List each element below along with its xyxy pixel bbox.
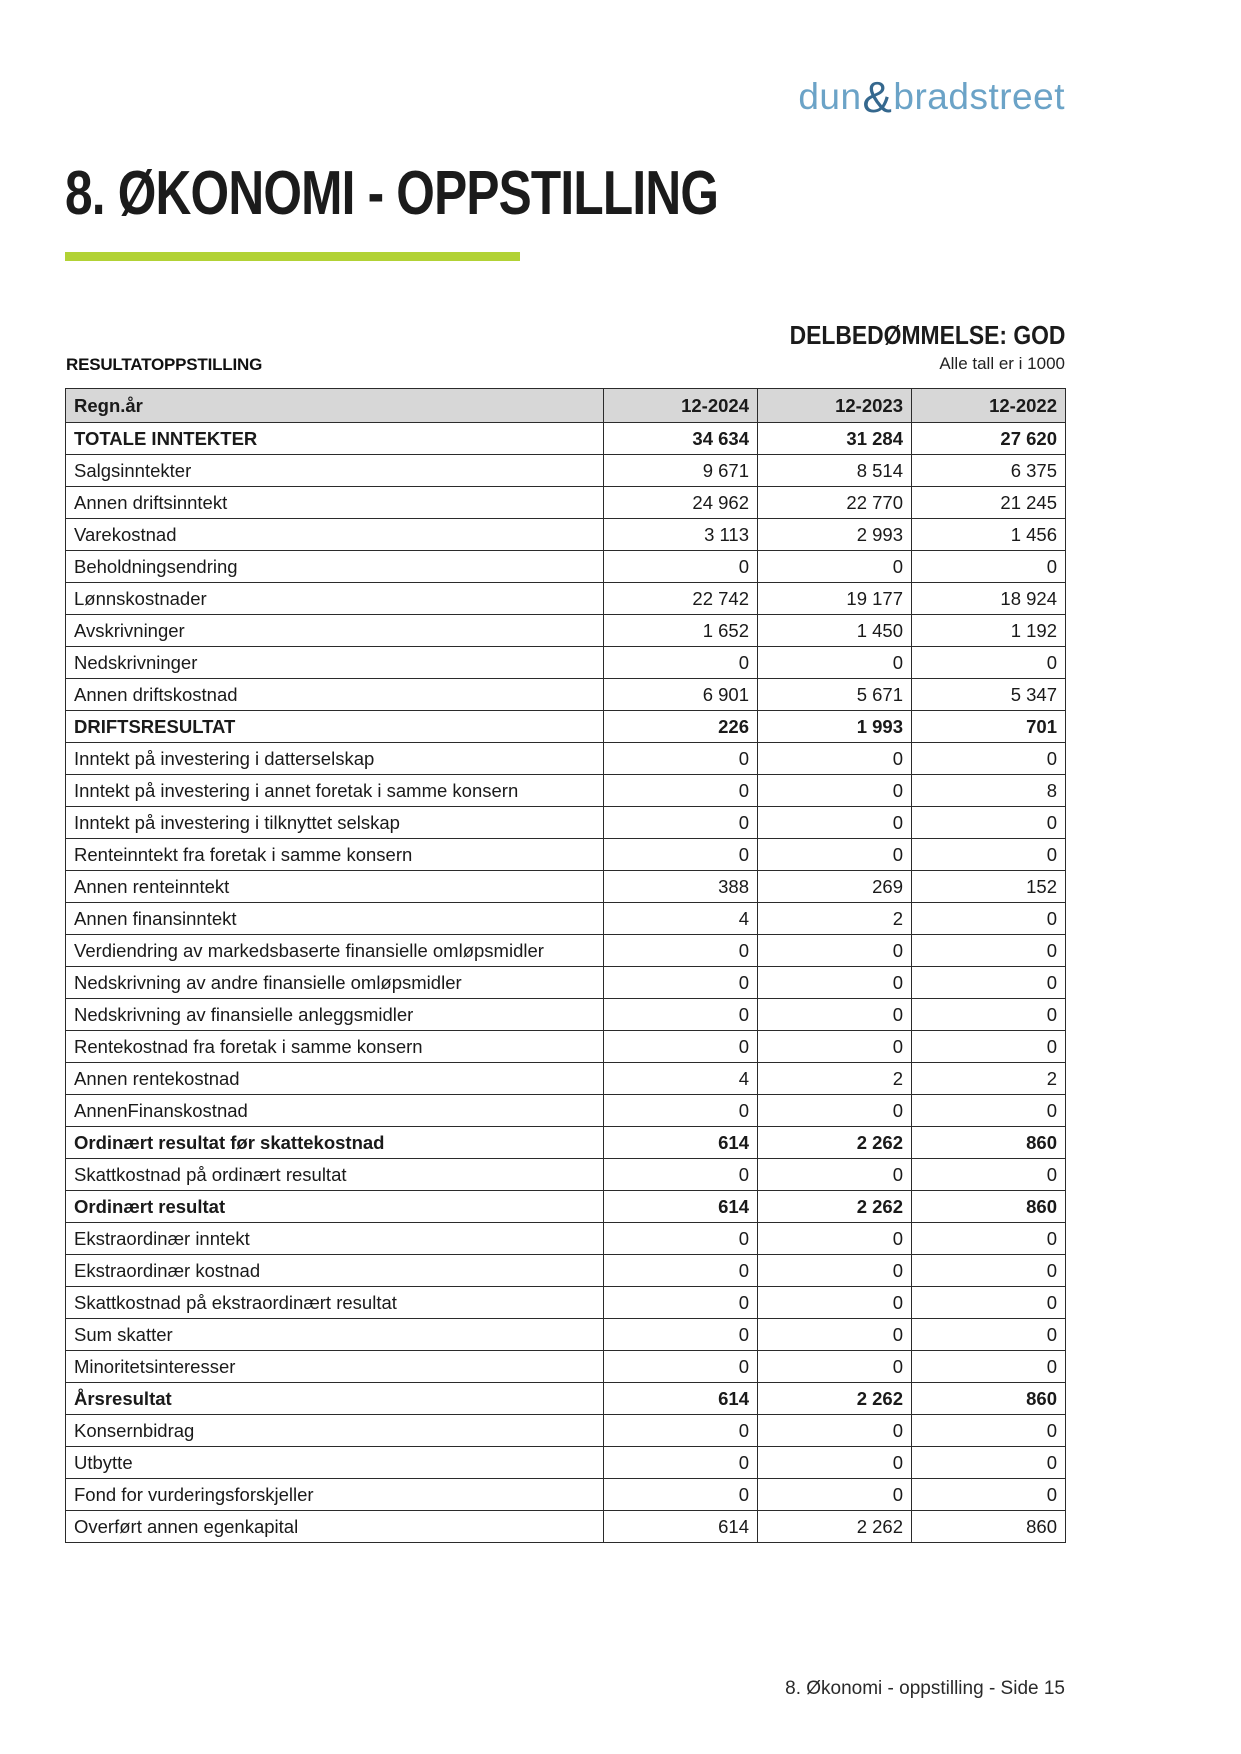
row-value: 0 bbox=[758, 1095, 912, 1127]
row-value: 0 bbox=[758, 1319, 912, 1351]
row-value: 0 bbox=[912, 1447, 1066, 1479]
row-value: 0 bbox=[758, 967, 912, 999]
row-value: 0 bbox=[912, 1351, 1066, 1383]
row-label: AnnenFinanskostnad bbox=[66, 1095, 604, 1127]
table-row bbox=[66, 999, 1066, 1031]
row-label: Ekstraordinær kostnad bbox=[66, 1255, 604, 1287]
row-value: 0 bbox=[758, 1223, 912, 1255]
results-table bbox=[65, 388, 1066, 1543]
row-label: Inntekt på investering i annet foretak i samme konsern bbox=[66, 775, 604, 807]
row-label: Utbytte bbox=[66, 1447, 604, 1479]
row-label: Sum skatter bbox=[66, 1319, 604, 1351]
row-label: Annen rentekostnad bbox=[66, 1063, 604, 1095]
row-value: 0 bbox=[758, 1351, 912, 1383]
row-label: Lønnskostnader bbox=[66, 583, 604, 615]
row-label: Overført annen egenkapital bbox=[66, 1511, 604, 1543]
row-value: 0 bbox=[604, 1031, 758, 1063]
row-value: 2 bbox=[758, 903, 912, 935]
logo-ampersand-icon: & bbox=[862, 73, 893, 122]
row-value: 0 bbox=[604, 1255, 758, 1287]
row-value: 226 bbox=[604, 711, 758, 743]
table-row bbox=[66, 935, 1066, 967]
results-table-body bbox=[66, 423, 1066, 1543]
row-value: 1 652 bbox=[604, 615, 758, 647]
row-label: Salgsinntekter bbox=[66, 455, 604, 487]
row-value: 2 262 bbox=[758, 1383, 912, 1415]
row-value: 8 bbox=[912, 775, 1066, 807]
row-value: 0 bbox=[604, 1287, 758, 1319]
table-row bbox=[66, 615, 1066, 647]
table-row bbox=[66, 1447, 1066, 1479]
table-row bbox=[66, 1383, 1066, 1415]
row-value: 4 bbox=[604, 1063, 758, 1095]
row-value: 2 993 bbox=[758, 519, 912, 551]
row-value: 0 bbox=[912, 903, 1066, 935]
row-label: DRIFTSRESULTAT bbox=[66, 711, 604, 743]
row-label: Årsresultat bbox=[66, 1383, 604, 1415]
row-value: 2 bbox=[758, 1063, 912, 1095]
row-label: Konsernbidrag bbox=[66, 1415, 604, 1447]
row-value: 388 bbox=[604, 871, 758, 903]
section-title: RESULTATOPPSTILLING bbox=[66, 355, 263, 374]
row-value: 0 bbox=[912, 1319, 1066, 1351]
table-row bbox=[66, 903, 1066, 935]
row-value: 2 bbox=[912, 1063, 1066, 1095]
table-row bbox=[66, 1511, 1066, 1543]
row-value: 614 bbox=[604, 1511, 758, 1543]
row-value: 0 bbox=[604, 935, 758, 967]
dun-bradstreet-logo bbox=[798, 70, 1065, 120]
table-row bbox=[66, 679, 1066, 711]
row-value: 860 bbox=[912, 1383, 1066, 1415]
row-value: 0 bbox=[604, 999, 758, 1031]
row-value: 0 bbox=[758, 1031, 912, 1063]
row-value: 0 bbox=[912, 1479, 1066, 1511]
row-label: Annen finansinntekt bbox=[66, 903, 604, 935]
table-row bbox=[66, 711, 1066, 743]
row-value: 0 bbox=[758, 1159, 912, 1191]
table-row bbox=[66, 1127, 1066, 1159]
header-year-2023: 12-2023 bbox=[758, 389, 912, 423]
row-label: Skattkostnad på ordinært resultat bbox=[66, 1159, 604, 1191]
row-value: 2 262 bbox=[758, 1191, 912, 1223]
page-footer: 8. Økonomi - oppstilling - Side 15 bbox=[785, 1678, 1065, 1699]
row-value: 0 bbox=[604, 839, 758, 871]
row-value: 0 bbox=[604, 1447, 758, 1479]
row-value: 0 bbox=[758, 743, 912, 775]
row-value: 614 bbox=[604, 1191, 758, 1223]
table-header-row bbox=[66, 389, 1066, 423]
row-value: 0 bbox=[604, 1223, 758, 1255]
row-value: 0 bbox=[912, 1255, 1066, 1287]
row-value: 0 bbox=[758, 807, 912, 839]
row-value: 0 bbox=[758, 1479, 912, 1511]
row-label: Annen renteinntekt bbox=[66, 871, 604, 903]
table-row bbox=[66, 423, 1066, 455]
row-value: 2 262 bbox=[758, 1511, 912, 1543]
table-row bbox=[66, 647, 1066, 679]
table-row bbox=[66, 1415, 1066, 1447]
row-value: 0 bbox=[758, 1415, 912, 1447]
title-accent-rule bbox=[65, 252, 520, 261]
units-note: Alle tall er i 1000 bbox=[939, 354, 1065, 373]
row-value: 0 bbox=[912, 1223, 1066, 1255]
row-value: 0 bbox=[604, 647, 758, 679]
row-value: 34 634 bbox=[604, 423, 758, 455]
row-label: Fond for vurderingsforskjeller bbox=[66, 1479, 604, 1511]
row-value: 614 bbox=[604, 1127, 758, 1159]
table-row bbox=[66, 1191, 1066, 1223]
table-row bbox=[66, 487, 1066, 519]
row-value: 0 bbox=[758, 647, 912, 679]
table-row bbox=[66, 1063, 1066, 1095]
table-row bbox=[66, 455, 1066, 487]
row-value: 21 245 bbox=[912, 487, 1066, 519]
row-value: 0 bbox=[912, 1159, 1066, 1191]
row-label: Verdiendring av markedsbaserte finansielle omløpsmidler bbox=[66, 935, 604, 967]
row-value: 18 924 bbox=[912, 583, 1066, 615]
row-value: 0 bbox=[604, 807, 758, 839]
row-value: 4 bbox=[604, 903, 758, 935]
row-value: 701 bbox=[912, 711, 1066, 743]
row-value: 0 bbox=[604, 967, 758, 999]
row-label: Avskrivninger bbox=[66, 615, 604, 647]
page-title: 8. ØKONOMI - OPPSTILLING bbox=[65, 159, 719, 228]
row-label: Ekstraordinær inntekt bbox=[66, 1223, 604, 1255]
row-value: 860 bbox=[912, 1511, 1066, 1543]
logo-text-bradstreet: bradstreet bbox=[893, 76, 1065, 117]
row-value: 2 262 bbox=[758, 1127, 912, 1159]
row-value: 152 bbox=[912, 871, 1066, 903]
row-value: 0 bbox=[604, 551, 758, 583]
row-label: Nedskrivninger bbox=[66, 647, 604, 679]
row-value: 0 bbox=[912, 807, 1066, 839]
table-row bbox=[66, 583, 1066, 615]
row-value: 22 742 bbox=[604, 583, 758, 615]
table-row bbox=[66, 1255, 1066, 1287]
row-value: 24 962 bbox=[604, 487, 758, 519]
header-year-2024: 12-2024 bbox=[604, 389, 758, 423]
row-value: 5 347 bbox=[912, 679, 1066, 711]
logo-text-dun: dun bbox=[798, 76, 862, 117]
table-row bbox=[66, 807, 1066, 839]
row-value: 860 bbox=[912, 1127, 1066, 1159]
table-row bbox=[66, 1095, 1066, 1127]
row-value: 6 375 bbox=[912, 455, 1066, 487]
row-value: 0 bbox=[604, 1159, 758, 1191]
table-row bbox=[66, 1479, 1066, 1511]
row-value: 269 bbox=[758, 871, 912, 903]
table-row bbox=[66, 1159, 1066, 1191]
row-value: 5 671 bbox=[758, 679, 912, 711]
row-value: 0 bbox=[758, 999, 912, 1031]
table-row bbox=[66, 1287, 1066, 1319]
row-value: 1 192 bbox=[912, 615, 1066, 647]
row-value: 0 bbox=[604, 1095, 758, 1127]
row-value: 0 bbox=[604, 743, 758, 775]
row-value: 0 bbox=[758, 775, 912, 807]
row-value: 0 bbox=[912, 743, 1066, 775]
row-value: 9 671 bbox=[604, 455, 758, 487]
row-value: 0 bbox=[912, 647, 1066, 679]
row-value: 0 bbox=[758, 839, 912, 871]
row-value: 0 bbox=[758, 1255, 912, 1287]
row-value: 0 bbox=[758, 551, 912, 583]
row-value: 614 bbox=[604, 1383, 758, 1415]
row-label: Skattkostnad på ekstraordinært resultat bbox=[66, 1287, 604, 1319]
table-row bbox=[66, 1319, 1066, 1351]
table-row bbox=[66, 1223, 1066, 1255]
row-label: Ordinært resultat bbox=[66, 1191, 604, 1223]
row-value: 3 113 bbox=[604, 519, 758, 551]
header-regn-aar: Regn.år bbox=[66, 389, 604, 423]
table-row bbox=[66, 967, 1066, 999]
row-value: 22 770 bbox=[758, 487, 912, 519]
table-row bbox=[66, 1031, 1066, 1063]
row-label: Varekostnad bbox=[66, 519, 604, 551]
table-row bbox=[66, 743, 1066, 775]
table-row bbox=[66, 519, 1066, 551]
row-value: 0 bbox=[912, 1415, 1066, 1447]
row-value: 0 bbox=[758, 1287, 912, 1319]
table-row bbox=[66, 871, 1066, 903]
row-value: 6 901 bbox=[604, 679, 758, 711]
row-label: Rentekostnad fra foretak i samme konsern bbox=[66, 1031, 604, 1063]
row-value: 0 bbox=[604, 1415, 758, 1447]
row-label: Ordinært resultat før skattekostnad bbox=[66, 1127, 604, 1159]
table-row bbox=[66, 551, 1066, 583]
row-label: Nedskrivning av andre finansielle omløpsmidler bbox=[66, 967, 604, 999]
row-label: Minoritetsinteresser bbox=[66, 1351, 604, 1383]
row-value: 19 177 bbox=[758, 583, 912, 615]
row-value: 0 bbox=[912, 551, 1066, 583]
row-value: 0 bbox=[912, 1031, 1066, 1063]
row-value: 860 bbox=[912, 1191, 1066, 1223]
row-value: 0 bbox=[912, 839, 1066, 871]
row-value: 0 bbox=[912, 999, 1066, 1031]
row-value: 1 993 bbox=[758, 711, 912, 743]
row-value: 0 bbox=[912, 967, 1066, 999]
table-row bbox=[66, 1351, 1066, 1383]
table-row bbox=[66, 775, 1066, 807]
row-label: Annen driftskostnad bbox=[66, 679, 604, 711]
row-label: Inntekt på investering i tilknyttet selskap bbox=[66, 807, 604, 839]
row-value: 1 450 bbox=[758, 615, 912, 647]
table-row bbox=[66, 839, 1066, 871]
row-value: 0 bbox=[758, 935, 912, 967]
row-value: 0 bbox=[758, 1447, 912, 1479]
row-label: Beholdningsendring bbox=[66, 551, 604, 583]
row-label: TOTALE INNTEKTER bbox=[66, 423, 604, 455]
row-value: 0 bbox=[912, 1287, 1066, 1319]
header-year-2022: 12-2022 bbox=[912, 389, 1066, 423]
row-label: Inntekt på investering i datterselskap bbox=[66, 743, 604, 775]
row-value: 31 284 bbox=[758, 423, 912, 455]
row-value: 8 514 bbox=[758, 455, 912, 487]
row-value: 0 bbox=[604, 775, 758, 807]
row-label: Annen driftsinntekt bbox=[66, 487, 604, 519]
row-label: Nedskrivning av finansielle anleggsmidler bbox=[66, 999, 604, 1031]
row-value: 0 bbox=[604, 1351, 758, 1383]
assessment-rating: DELBEDØMMELSE: GOD bbox=[789, 320, 1065, 350]
row-value: 0 bbox=[912, 1095, 1066, 1127]
row-value: 27 620 bbox=[912, 423, 1066, 455]
row-value: 0 bbox=[912, 935, 1066, 967]
row-label: Renteinntekt fra foretak i samme konsern bbox=[66, 839, 604, 871]
row-value: 0 bbox=[604, 1479, 758, 1511]
row-value: 0 bbox=[604, 1319, 758, 1351]
row-value: 1 456 bbox=[912, 519, 1066, 551]
